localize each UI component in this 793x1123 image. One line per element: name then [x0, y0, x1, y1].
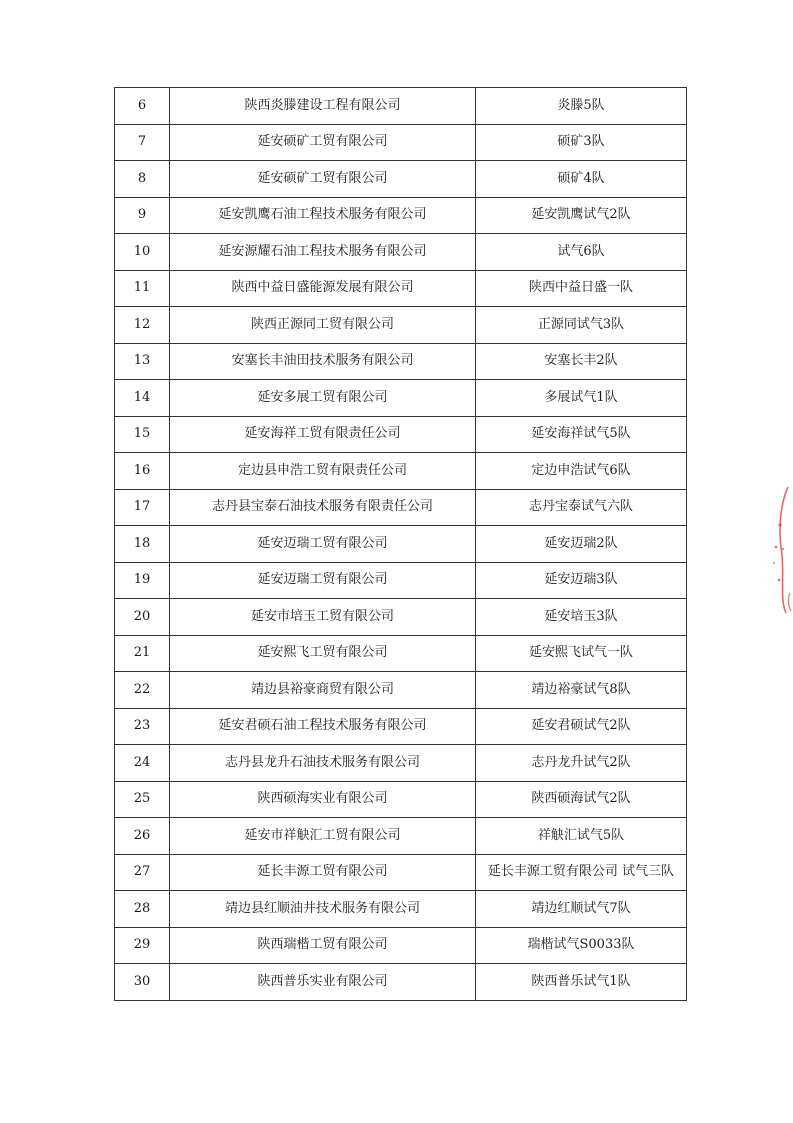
table-row	[115, 927, 687, 964]
table-row	[115, 562, 687, 599]
company-name-cell: 陕西中益日盛能源发展有限公司	[170, 270, 476, 307]
team-name-cell: 靖边红顺试气7队	[476, 891, 687, 928]
table-row	[115, 708, 687, 745]
team-name-cell: 正源同试气3队	[476, 307, 687, 344]
team-name-cell: 志丹宝泰试气六队	[476, 489, 687, 526]
company-name-cell: 延安多展工贸有限公司	[170, 380, 476, 417]
table-row	[115, 781, 687, 818]
team-name-cell: 祥觖汇试气5队	[476, 818, 687, 855]
row-number-cell: 26	[115, 818, 170, 855]
table-row	[115, 416, 687, 453]
table-row	[115, 270, 687, 307]
table-row	[115, 161, 687, 198]
team-roster-table	[114, 87, 687, 1001]
row-number-cell: 25	[115, 781, 170, 818]
team-name-cell: 志丹龙升试气2队	[476, 745, 687, 782]
table-row	[115, 818, 687, 855]
company-name-cell: 延安凯鹰石油工程技术服务有限公司	[170, 197, 476, 234]
team-name-cell: 延安迈瑞3队	[476, 562, 687, 599]
company-name-cell: 定边县申浩工贸有限责任公司	[170, 453, 476, 490]
team-name-cell: 瑞楷试气S0033队	[476, 927, 687, 964]
team-name-cell: 炎滕5队	[476, 88, 687, 125]
company-name-cell: 延安迈瑞工贸有限公司	[170, 562, 476, 599]
table-body	[115, 88, 687, 1001]
team-name-cell: 陕西普乐试气1队	[476, 964, 687, 1001]
company-name-cell: 陕西正源同工贸有限公司	[170, 307, 476, 344]
team-name-cell: 硕矿4队	[476, 161, 687, 198]
row-number-cell: 23	[115, 708, 170, 745]
company-name-cell: 延安硕矿工贸有限公司	[170, 161, 476, 198]
row-number-cell: 7	[115, 124, 170, 161]
table-row	[115, 599, 687, 636]
company-name-cell: 延安迈瑞工贸有限公司	[170, 526, 476, 563]
row-number-cell: 14	[115, 380, 170, 417]
table-row	[115, 854, 687, 891]
company-name-cell: 靖边县红顺油井技术服务有限公司	[170, 891, 476, 928]
table-row	[115, 453, 687, 490]
row-number-cell: 18	[115, 526, 170, 563]
company-name-cell: 志丹县龙升石油技术服务有限公司	[170, 745, 476, 782]
row-number-cell: 15	[115, 416, 170, 453]
table-row	[115, 891, 687, 928]
company-name-cell: 陕西普乐实业有限公司	[170, 964, 476, 1001]
row-number-cell: 12	[115, 307, 170, 344]
team-name-cell: 延安君硕试气2队	[476, 708, 687, 745]
table-row	[115, 745, 687, 782]
table-row	[115, 234, 687, 271]
row-number-cell: 6	[115, 88, 170, 125]
row-number-cell: 27	[115, 854, 170, 891]
row-number-cell: 30	[115, 964, 170, 1001]
company-name-cell: 延安市祥觖汇工贸有限公司	[170, 818, 476, 855]
team-name-cell: 陕西中益日盛一队	[476, 270, 687, 307]
company-name-cell: 靖边县裕豪商贸有限公司	[170, 672, 476, 709]
row-number-cell: 20	[115, 599, 170, 636]
table-row	[115, 124, 687, 161]
company-name-cell: 延长丰源工贸有限公司	[170, 854, 476, 891]
row-number-cell: 16	[115, 453, 170, 490]
team-name-cell: 靖边裕豪试气8队	[476, 672, 687, 709]
row-number-cell: 24	[115, 745, 170, 782]
row-number-cell: 21	[115, 635, 170, 672]
team-name-cell: 定边申浩试气6队	[476, 453, 687, 490]
company-name-cell: 陕西瑞楷工贸有限公司	[170, 927, 476, 964]
row-number-cell: 11	[115, 270, 170, 307]
row-number-cell: 8	[115, 161, 170, 198]
company-name-cell: 志丹县宝泰石油技术服务有限责任公司	[170, 489, 476, 526]
row-number-cell: 28	[115, 891, 170, 928]
table-row	[115, 197, 687, 234]
row-number-cell: 19	[115, 562, 170, 599]
table-row	[115, 380, 687, 417]
row-number-cell: 13	[115, 343, 170, 380]
row-number-cell: 17	[115, 489, 170, 526]
company-name-cell: 延安君硕石油工程技术服务有限公司	[170, 708, 476, 745]
company-name-cell: 延安海祥工贸有限责任公司	[170, 416, 476, 453]
table-row	[115, 88, 687, 125]
row-number-cell: 22	[115, 672, 170, 709]
company-name-cell: 陕西硕海实业有限公司	[170, 781, 476, 818]
company-name-cell: 延安市培玉工贸有限公司	[170, 599, 476, 636]
team-name-cell: 多展试气1队	[476, 380, 687, 417]
table-row	[115, 635, 687, 672]
company-name-cell: 延安源耀石油工程技术服务有限公司	[170, 234, 476, 271]
team-name-cell: 延安海祥试气5队	[476, 416, 687, 453]
team-name-cell: 延安熙飞试气一队	[476, 635, 687, 672]
table-row	[115, 964, 687, 1001]
team-name-cell: 硕矿3队	[476, 124, 687, 161]
team-name-cell: 延长丰源工贸有限公司 试气三队	[476, 854, 687, 891]
company-name-cell: 延安熙飞工贸有限公司	[170, 635, 476, 672]
row-number-cell: 10	[115, 234, 170, 271]
company-name-cell: 延安硕矿工贸有限公司	[170, 124, 476, 161]
company-name-cell: 安塞长丰油田技术服务有限公司	[170, 343, 476, 380]
table-row	[115, 307, 687, 344]
row-number-cell: 9	[115, 197, 170, 234]
team-name-cell: 延安培玉3队	[476, 599, 687, 636]
team-name-cell: 安塞长丰2队	[476, 343, 687, 380]
team-name-cell: 试气6队	[476, 234, 687, 271]
table-row	[115, 489, 687, 526]
team-name-cell: 陕西硕海试气2队	[476, 781, 687, 818]
row-number-cell: 29	[115, 927, 170, 964]
red-seal-stamp-edge	[770, 485, 793, 615]
table-row	[115, 343, 687, 380]
table-row	[115, 672, 687, 709]
table-row	[115, 526, 687, 563]
team-name-cell: 延安迈瑞2队	[476, 526, 687, 563]
team-name-cell: 延安凯鹰试气2队	[476, 197, 687, 234]
company-name-cell: 陕西炎滕建设工程有限公司	[170, 88, 476, 125]
